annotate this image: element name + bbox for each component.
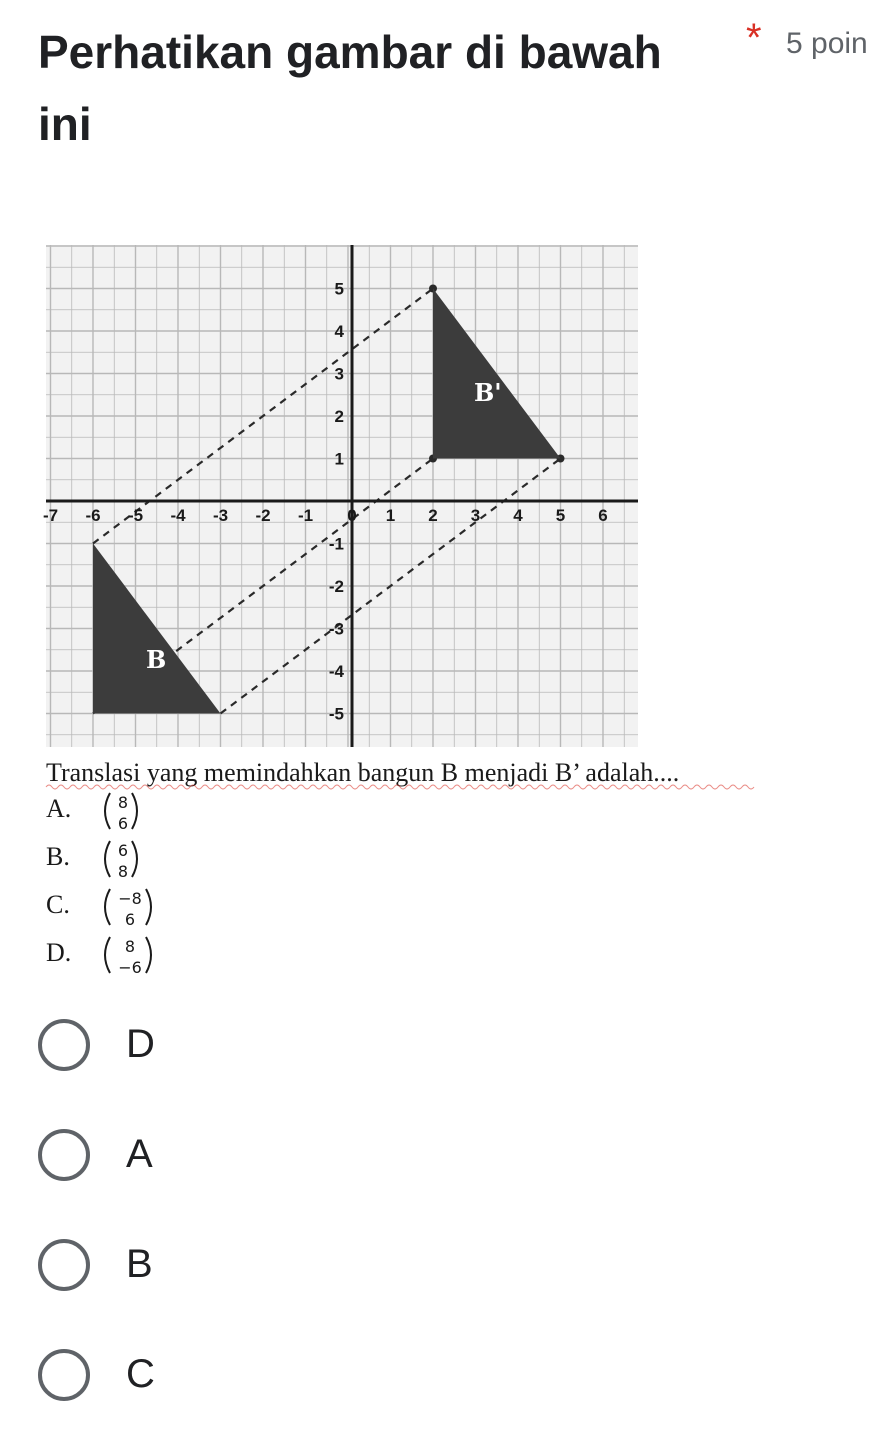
radio-circle-icon[interactable] xyxy=(38,1019,90,1071)
choice-letter: C. xyxy=(46,890,70,919)
x-tick-label: -6 xyxy=(85,506,101,525)
vector-top: −8 xyxy=(118,889,142,908)
vector-bottom: 8 xyxy=(117,862,129,881)
option-label: C xyxy=(126,1352,155,1396)
paren-right xyxy=(132,841,137,877)
radio-circle-icon[interactable] xyxy=(38,1129,90,1181)
option-a[interactable] xyxy=(36,1126,436,1184)
choice-letter: D. xyxy=(46,938,72,967)
choice-2 xyxy=(46,889,151,929)
y-tick-label: 1 xyxy=(334,449,344,469)
shape-b-prime-label: B' xyxy=(474,378,502,407)
figure-caption: Translasi yang memindahkan bangun B menjadi B’ adalah.... xyxy=(46,758,680,787)
paren-right xyxy=(146,889,151,925)
x-tick-label: 3 xyxy=(470,506,481,525)
option-label: D xyxy=(126,1022,155,1066)
vector-bottom: −6 xyxy=(118,958,142,977)
x-tick-label: -1 xyxy=(297,506,314,525)
y-tick-label: 4 xyxy=(334,322,344,341)
x-tick-label: -3 xyxy=(212,506,229,525)
question-points: 5 poin xyxy=(786,27,868,60)
x-tick-label: 1 xyxy=(385,506,396,525)
option-b[interactable] xyxy=(36,1236,436,1294)
option-c[interactable] xyxy=(36,1346,436,1404)
y-tick-label: 2 xyxy=(334,407,344,426)
y-tick-label: -3 xyxy=(328,619,344,639)
x-tick-label: 4 xyxy=(513,506,523,525)
x-tick-label: 2 xyxy=(428,506,438,525)
vector-top: 8 xyxy=(124,937,136,956)
option-label: B xyxy=(126,1242,153,1286)
paren-left xyxy=(105,889,110,925)
y-tick-label: -4 xyxy=(328,662,344,681)
question-image xyxy=(38,245,874,985)
y-tick-label: 5 xyxy=(334,279,344,299)
coordinate-figure xyxy=(38,245,874,985)
vector-top: 6 xyxy=(117,841,129,860)
paren-left xyxy=(105,937,110,973)
y-tick-label: -1 xyxy=(328,534,344,554)
x-tick-label: -7 xyxy=(42,506,59,525)
x-tick-label: 6 xyxy=(598,506,608,525)
radio-circle-icon[interactable] xyxy=(38,1349,90,1401)
y-tick-label: -5 xyxy=(328,704,344,724)
y-tick-label: 3 xyxy=(334,364,344,384)
paren-left xyxy=(105,793,110,829)
x-tick-label: -5 xyxy=(127,506,144,525)
shape-b-label: B xyxy=(146,645,167,674)
choice-0 xyxy=(46,793,137,833)
vector-top: 8 xyxy=(117,793,129,812)
answer-choices xyxy=(46,793,151,977)
paren-left xyxy=(105,841,110,877)
choice-3 xyxy=(46,937,151,977)
required-asterisk: * xyxy=(746,16,762,60)
choice-letter: B. xyxy=(46,842,70,871)
y-tick-label: -2 xyxy=(328,577,344,596)
x-tick-label: -4 xyxy=(170,506,186,525)
option-d[interactable] xyxy=(36,1016,436,1074)
vector-bottom: 6 xyxy=(117,814,129,833)
paren-right xyxy=(132,793,137,829)
choice-letter: A. xyxy=(46,794,72,823)
choice-1 xyxy=(46,841,137,881)
x-tick-label: 5 xyxy=(555,506,566,525)
option-label: A xyxy=(126,1132,153,1176)
paren-right xyxy=(146,937,151,973)
question-title: Perhatikan gambar di bawah ini xyxy=(38,26,662,150)
x-tick-label: 0 xyxy=(347,506,357,525)
vector-bottom: 6 xyxy=(124,910,136,929)
x-tick-label: -2 xyxy=(255,506,271,525)
radio-circle-icon[interactable] xyxy=(38,1239,90,1291)
